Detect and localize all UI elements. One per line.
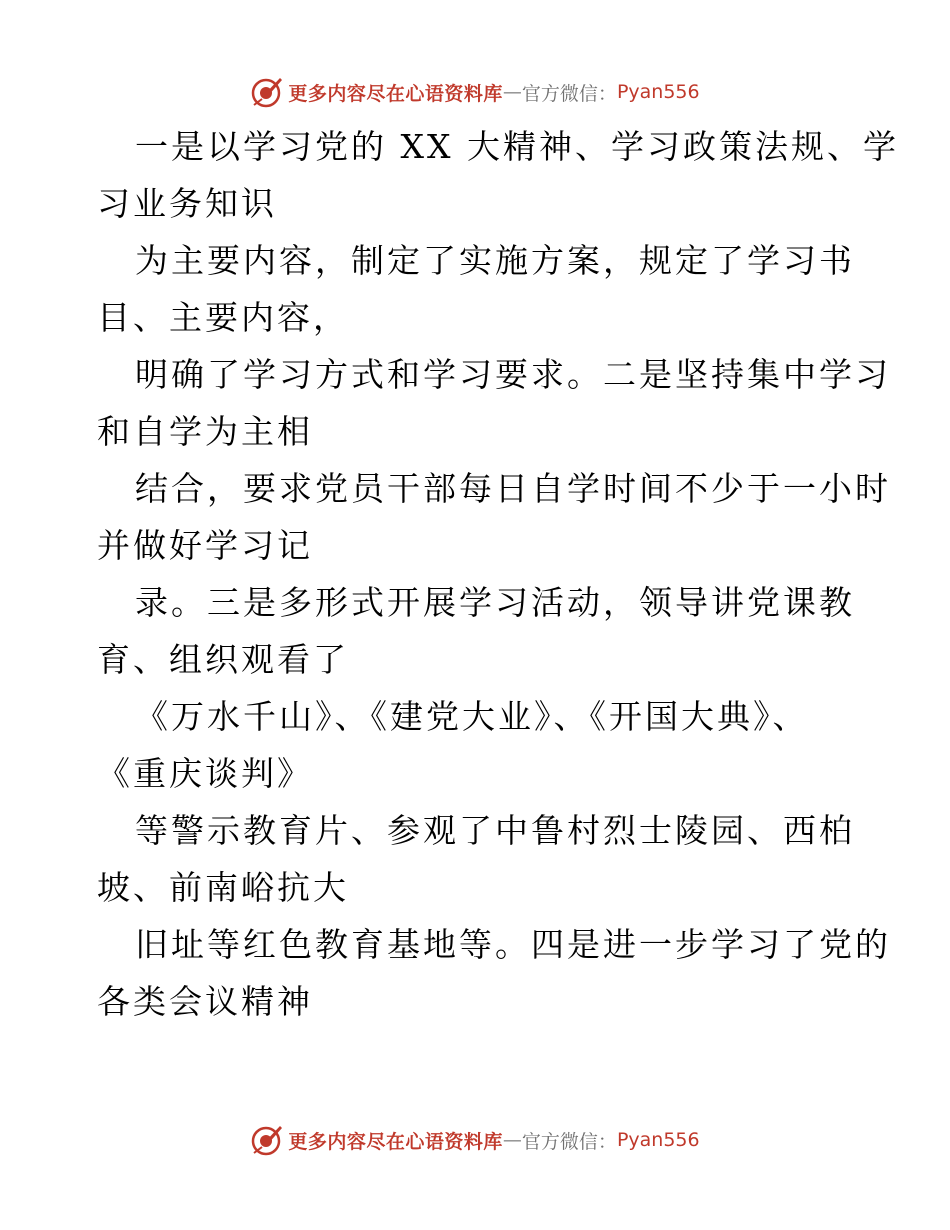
paragraph-7-line-1: 等警示教育片、参观了中鲁村烈士陵园、西柏 [135,811,855,850]
paragraph-5-line-2: 育、组织观看了 [97,640,349,679]
paragraph-5-line-1: 录。三是多形式开展学习活动，领导讲党课教 [135,583,855,622]
header-watermark [0,72,950,112]
watermark-dash: — [502,1129,522,1151]
footer-watermark [0,1120,950,1160]
paragraph-8-line-2: 各类会议精神 [97,982,313,1021]
watermark-dash: — [502,81,522,103]
paragraph-2-line-1: 为主要内容，制定了实施方案，规定了学习书 [135,241,855,280]
watermark-label: 官方微信： [521,1130,617,1153]
watermark-account: Pyan556 [616,1129,700,1151]
paragraph-3-line-1: 明确了学习方式和学习要求。二是坚持集中学习 [135,355,891,394]
paragraph-8-line-1: 旧址等红色教育基地等。四是进一步学习了党的 [135,925,891,964]
paragraph-2-line-2: 目、主要内容， [97,298,349,337]
paragraph-4-line-2: 并做好学习记 [97,526,313,565]
watermark-site: 更多内容尽在心语资料库 [288,1130,503,1153]
paragraph-6-line-2: 《重庆谈判》 [97,754,313,793]
paragraph-7-line-2: 坡、前南峪抗大 [97,868,349,907]
quill-logo-icon [250,1123,284,1157]
paragraph-1-line-2: 习业务知识 [97,184,277,223]
paragraph-4-line-1: 结合，要求党员干部每日自学时间不少于一小时 [135,469,891,508]
paragraph-3-line-2: 和自学为主相 [97,412,313,451]
watermark-site: 更多内容尽在心语资料库 [288,82,503,105]
watermark-account: Pyan556 [616,81,700,103]
paragraph-1-line-1: 一是以学习党的 XX 大精神、学习政策法规、学 [135,127,899,166]
watermark-label: 官方微信： [521,82,617,105]
paragraph-6-line-1: 《万水千山》、《建党大业》、《开国大典》、 [135,697,809,736]
document-body [97,118,899,1030]
quill-logo-icon [250,75,284,109]
